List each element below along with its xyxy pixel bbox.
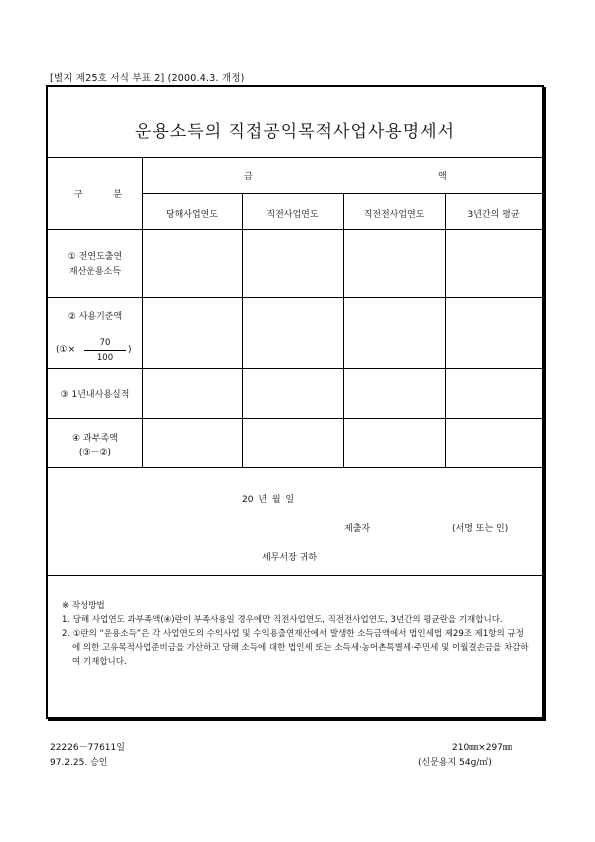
divider-line [48,368,542,369]
form-frame [46,85,544,719]
form-reference-note: [별지 제25호 서식 부표 2] (2000.4.3. 개정) [50,73,245,84]
recipient-label: 세무서장 귀하 [262,553,318,563]
form-title: 운용소득의 직접공익목적사업사용명세서 [135,122,455,142]
column-header: 직전전사업연도 [363,210,425,220]
instruction-item: 1. 당해 사업연도 과부족액(④)란이 부족사용일 경우에만 직전사업연도, 직전전사업연도, 3년간의 평균란을 기재합니다. [62,615,503,625]
formula-suffix: ) [128,345,132,355]
column-header: 당해사업연도 [165,210,219,220]
divider-line [48,297,542,298]
form-code: 22226－77611일 [50,743,125,753]
divider-line [48,229,542,230]
amount-label: 금 [244,172,253,182]
divider-line [48,575,542,576]
instructions-heading: ※ 작성방법 [62,601,105,611]
row-label: 재산운용소득 [68,267,122,277]
column-divider [343,193,344,467]
column-divider [242,193,243,467]
row-label: ① 전연도출연 [67,252,123,262]
fraction [84,338,126,363]
paper-type: (신문용지 54g/㎡) [418,758,492,768]
section-label: 구 분 [73,190,123,200]
date-line: 20 년 월 일 [242,495,295,505]
instructions [62,599,532,669]
approval-date: 97.2.25. 승인 [50,758,108,768]
divider-line [48,157,542,158]
paper-size: 210㎜×297㎜ [452,743,512,753]
column-divider [445,193,446,467]
column-header: 직전사업연도 [266,210,319,220]
fraction-numerator: 70 [84,338,126,351]
amount-label: 액 [438,172,447,182]
column-header: 3년간의 평균 [467,210,520,220]
column-divider [142,157,143,467]
divider-line [48,418,542,419]
row-label: ② 사용기준액 [67,312,123,322]
submitter-label: 제출자 [344,524,371,534]
divider-line [142,193,542,194]
fraction-denominator: 100 [96,353,114,363]
divider-line [48,467,542,468]
row-label: (③－②) [78,448,112,458]
row-label: ④ 과부족액 [72,434,118,444]
row-label: ③ 1년내사용실적 [60,390,130,400]
formula-prefix: (①× [56,345,76,355]
instruction-item: 2. ①란의 “운용소득”은 각 사업연도의 수익사업 및 수익용출연재산에서 발생한 소득금액에서 법인세법 제29조 제1항의 규정에 의한 고유목적사업준비금을 가산하고 당해 소득에 대한 법인세 또는 소득세·농어촌특별세·주민세 및 이월결손금을 차감하여 기재합니다. [62,629,529,667]
sign-note: (서명 또는 인) [452,524,509,534]
